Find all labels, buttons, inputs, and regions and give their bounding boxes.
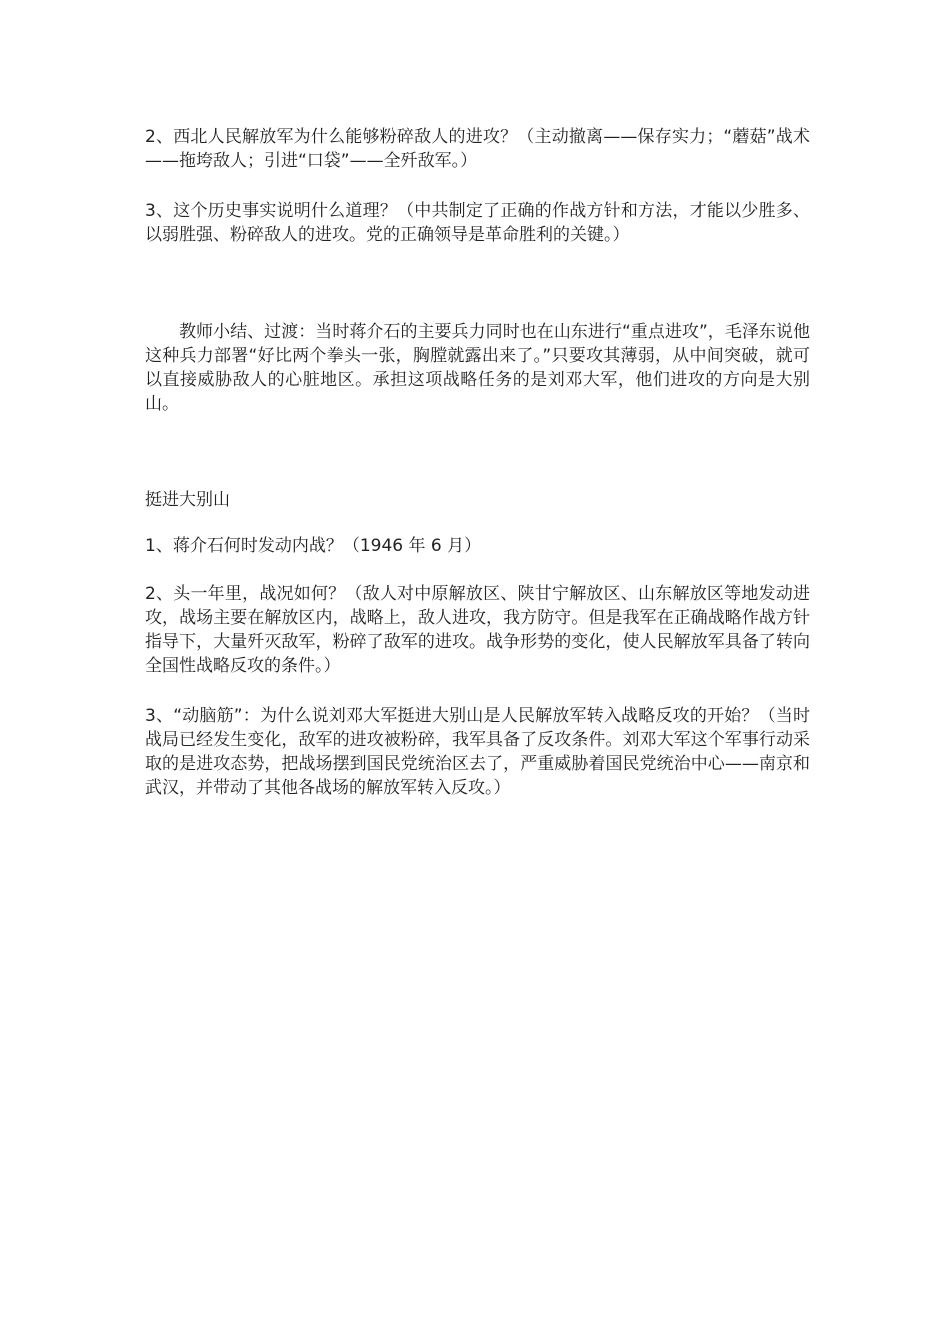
question-historical-lesson: 3、这个历史事实说明什么道理？（中共制定了正确的作战方针和方法，才能以少胜多、以弱胜强、粉碎敌人的进攻。党的正确领导是革命胜利的关键。）: [145, 201, 810, 245]
question-strategic-counteroffensive: 3、“动脑筋”：为什么说刘邓大军挺进大别山是人民解放军转入战略反攻的开始？（当时战局已经发生变化，敌军的进攻被粉碎，我军具备了反攻条件。刘邓大军这个军事行动采取的是进攻态势，把战场摆到国民党统治区去了，严重威胁着国民党统治中心——南京和武汉，并带动了其他各战场的解放军转入反攻。）: [145, 706, 810, 798]
section-heading-dabie-mountains: 挺进大别山: [145, 490, 230, 510]
question-civil-war-start: 1、蒋介石何时发动内战？（1946 年 6 月）: [145, 536, 482, 556]
question-northwest-army: 2、西北人民解放军为什么能够粉碎敌人的进攻？（主动撤离——保存实力；“蘑菇”战术——拖垮敌人；引进“口袋”——全歼敌军。）: [145, 127, 810, 171]
teacher-summary-transition: 教师小结、过渡：当时蒋介石的主要兵力同时也在山东进行“重点进攻”，毛泽东说他这种兵力部署“好比两个拳头一张，胸膛就露出来了。”只要攻其薄弱，从中间突破，就可以直接威胁敌人的心脏地区。承担这项战略任务的是刘邓大军，他们进攻的方向是大别山。: [145, 322, 810, 414]
question-first-year-situation: 2、头一年里，战况如何？（敌人对中原解放区、陕甘宁解放区、山东解放区等地发动进攻，战场主要在解放区内，战略上，敌人进攻，我方防守。但是我军在正确战略作战方针指导下，大量歼灭敌军，粉碎了敌军的进攻。战争形势的变化，使人民解放军具备了转向全国性战略反攻的条件。）: [145, 584, 810, 676]
